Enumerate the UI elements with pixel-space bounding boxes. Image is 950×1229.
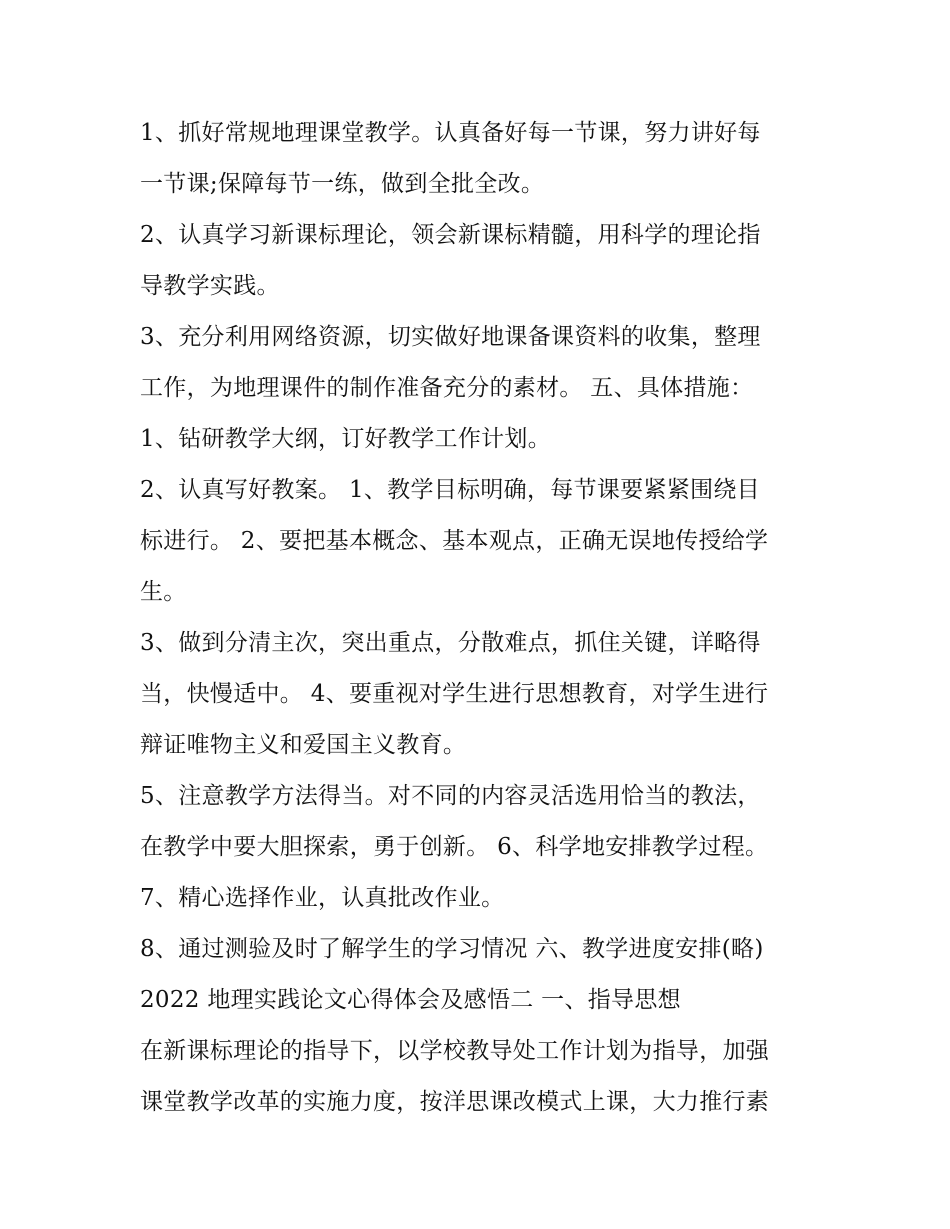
text-line: 1、抓好常规地理课堂教学。认真备好每一节课，努力讲好每 bbox=[140, 120, 761, 146]
text-line: 3、充分利用网络资源，切实做好地课备课资料的收集，整理 bbox=[140, 324, 761, 350]
text-line: 5、注意教学方法得当。对不同的内容灵活选用恰当的教法， bbox=[140, 783, 761, 809]
text-line: 2、认真学习新课标理论，领会新课标精髓，用科学的理论指 bbox=[140, 222, 761, 248]
text-line: 1、钻研教学大纲，订好教学工作计划。 bbox=[140, 426, 552, 452]
text-line: 2、认真写好教案。 1、教学目标明确，每节课要紧紧围绕目 bbox=[140, 477, 760, 503]
text-line: 在新课标理论的指导下，以学校教导处工作计划为指导，加强 bbox=[140, 1038, 770, 1064]
text-line: 标进行。 2、要把基本概念、基本观点，正确无误地传授给学 bbox=[140, 528, 769, 554]
text-line: 导教学实践。 bbox=[140, 273, 280, 299]
text-line: 一节课;保障每节一练，做到全批全改。 bbox=[140, 171, 545, 197]
text-line: 辩证唯物主义和爱国主义教育。 bbox=[140, 732, 467, 758]
text-line: 3、做到分清主次，突出重点，分散难点，抓住关键，详略得 bbox=[140, 630, 761, 656]
section-heading: 2022 地理实践论文心得体会及感悟二 一、指导思想 bbox=[140, 987, 681, 1013]
text-line: 7、精心选择作业，认真批改作业。 bbox=[140, 885, 505, 911]
text-line: 在教学中要大胆探索，勇于创新。 6、科学地安排教学过程。 bbox=[140, 834, 769, 860]
text-line: 8、通过测验及时了解学生的学习情况 六、教学进度安排(略) bbox=[140, 936, 764, 962]
text-line: 生。 bbox=[140, 579, 187, 605]
document-body bbox=[140, 108, 820, 1128]
text-line: 课堂教学改革的实施力度，按洋思课改模式上课，大力推行素 bbox=[140, 1089, 770, 1115]
text-line: 工作，为地理课件的制作准备充分的素材。 五、具体措施： bbox=[140, 375, 754, 401]
text-line: 当，快慢适中。 4、要重视对学生进行思想教育，对学生进行 bbox=[140, 681, 769, 707]
